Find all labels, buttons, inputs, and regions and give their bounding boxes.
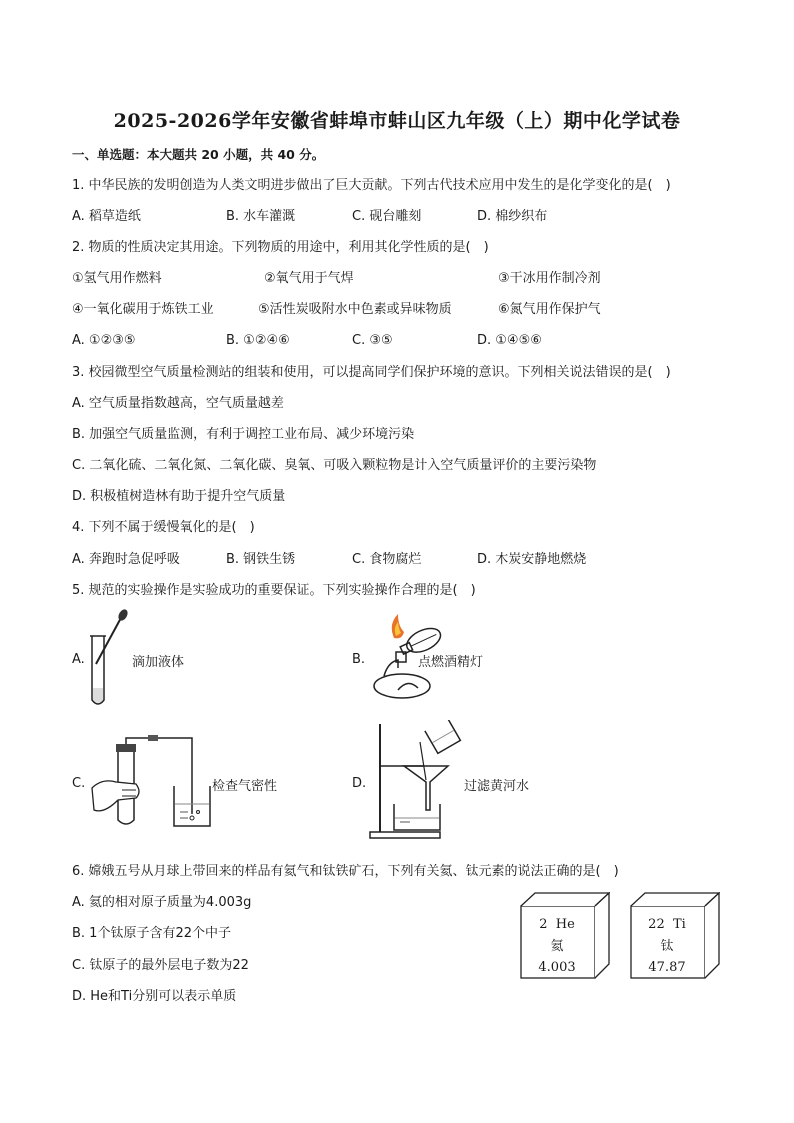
titanium-atomic-number: 22 <box>648 917 665 932</box>
q5-option-b-letter[interactable]: B. <box>352 652 366 667</box>
q4-option-c[interactable]: C. 食物腐烂 <box>352 552 422 567</box>
titanium-symbol: Ti <box>672 917 686 932</box>
q5-option-c-letter[interactable]: C. <box>72 776 86 791</box>
q3-option-a[interactable]: A. 空气质量指数越高，空气质量越差 <box>72 396 284 411</box>
q1-option-d[interactable]: D. 棉纱织布 <box>477 209 548 224</box>
q2-item-3: ③干冰用作制冷剂 <box>498 271 601 286</box>
q2-item-6: ⑥氮气用作保护气 <box>498 302 601 317</box>
q1-option-b[interactable]: B. 水车灌溉 <box>226 209 296 224</box>
q5-option-a-letter[interactable]: A. <box>72 652 85 667</box>
airtightness-check-figure <box>88 734 218 830</box>
q5-label-c: 检查气密性 <box>212 779 278 794</box>
q4-option-d[interactable]: D. 木炭安静地燃烧 <box>477 552 587 567</box>
helium-mass: 4.003 <box>538 960 576 975</box>
q2-option-c[interactable]: C. ③⑤ <box>352 333 393 348</box>
q2-item-5: ⑤活性炭吸附水中色素或异味物质 <box>258 302 452 317</box>
q3-option-c[interactable]: C. 二氧化硫、二氧化氮、二氧化碳、臭氧、可吸入颗粒物是计入空气质量评价的主要污染物 <box>72 458 597 473</box>
q1-option-c[interactable]: C. 砚台雕刻 <box>352 209 422 224</box>
question-5-stem: 5. 规范的实验操作是实验成功的重要保证。下列实验操作合理的是( ) <box>72 583 476 598</box>
q4-option-b[interactable]: B. 钢铁生锈 <box>226 552 296 567</box>
helium-number-symbol <box>520 916 594 933</box>
question-3-stem: 3. 校园微型空气质量检测站的组装和使用，可以提高同学们保护环境的意识。下列相关说法错误的是( ) <box>72 365 671 380</box>
q3-option-d[interactable]: D. 积极植树造林有助于提升空气质量 <box>72 489 286 504</box>
filtration-figure <box>368 720 464 842</box>
helium-name: 氦 <box>550 939 564 954</box>
question-1-stem: 1. 中华民族的发明创造为人类文明进步做出了巨大贡献。下列古代技术应用中发生的是化学变化的是( ) <box>72 178 671 193</box>
q3-option-b[interactable]: B. 加强空气质量监测，有利于调控工业布局、减少环境污染 <box>72 427 415 442</box>
titanium-element-card <box>630 892 720 980</box>
q6-option-c[interactable]: C. 钛原子的最外层电子数为22 <box>72 958 249 973</box>
q5-option-d-letter[interactable]: D. <box>352 776 367 791</box>
q2-option-b[interactable]: B. ①②④⑥ <box>226 333 290 348</box>
dropper-test-tube-figure <box>84 608 130 710</box>
question-6-stem: 6. 嫦娥五号从月球上带回来的样品有氦气和钛铁矿石，下列有关氦、钛元素的说法正确的是( ) <box>72 864 619 879</box>
q2-item-1: ①氢气用作燃料 <box>72 271 162 286</box>
q5-label-d: 过滤黄河水 <box>464 779 530 794</box>
q5-label-a: 滴加液体 <box>132 655 185 670</box>
q1-option-a[interactable]: A. 稻草造纸 <box>72 209 141 224</box>
titanium-mass: 47.87 <box>648 960 686 975</box>
helium-element-card <box>520 892 610 980</box>
titanium-number-symbol <box>630 916 704 933</box>
q6-option-d[interactable]: D. He和Ti分别可以表示单质 <box>72 989 237 1004</box>
helium-symbol: He <box>555 917 575 932</box>
helium-atomic-number: 2 <box>539 917 548 932</box>
titanium-name: 钛 <box>660 939 674 954</box>
question-2-stem: 2. 物质的性质决定其用途。下列物质的用途中，利用其化学性质的是( ) <box>72 240 489 255</box>
q4-option-a[interactable]: A. 奔跑时急促呼吸 <box>72 552 180 567</box>
q2-item-4: ④一氧化碳用于炼铁工业 <box>72 302 214 317</box>
page-title: 2025-2026学年安徽省蚌埠市蚌山区九年级（上）期中化学试卷 <box>113 110 681 132</box>
q2-option-d[interactable]: D. ①④⑤⑥ <box>477 333 542 348</box>
q2-option-a[interactable]: A. ①②③⑤ <box>72 333 136 348</box>
q6-option-b[interactable]: B. 1个钛原子含有22个中子 <box>72 926 231 941</box>
section-heading: 一、单选题：本大题共 20 小题，共 40 分。 <box>72 147 325 162</box>
q5-label-b: 点燃酒精灯 <box>418 655 484 670</box>
q2-item-2: ②氧气用于气焊 <box>264 271 354 286</box>
question-4-stem: 4. 下列不属于缓慢氧化的是( ) <box>72 520 255 535</box>
q6-option-a[interactable]: A. 氦的相对原子质量为4.003g <box>72 895 252 910</box>
